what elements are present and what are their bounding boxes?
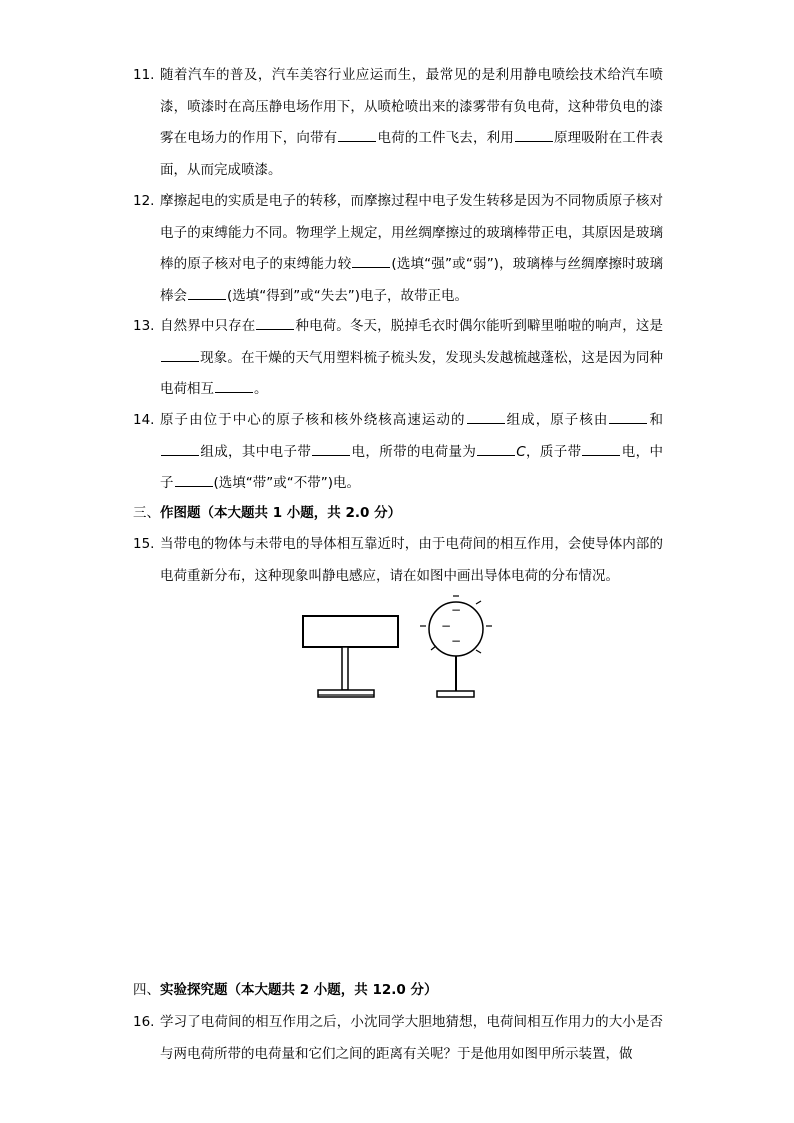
rod-pillar [342, 647, 348, 690]
question-number: 14. [133, 412, 155, 428]
answer-blank[interactable] [477, 441, 515, 456]
answer-blank[interactable] [161, 441, 199, 456]
unit-symbol: C [516, 443, 526, 460]
question-16 [133, 1007, 663, 1070]
charge-sign: − [440, 619, 452, 633]
answer-blank[interactable] [352, 253, 390, 268]
answer-blank[interactable] [312, 441, 350, 456]
answer-blank[interactable] [188, 285, 226, 300]
answer-blank[interactable] [609, 409, 647, 424]
answer-blank[interactable] [256, 315, 294, 330]
question-11 [133, 60, 663, 186]
question-13 [133, 311, 663, 406]
question-15 [133, 529, 663, 592]
question-number: 16. [133, 1014, 155, 1030]
section-heading-4: 四、实验探究题（本大题共 2 小题，共 12.0 分） [133, 982, 438, 998]
answer-blank[interactable] [582, 441, 620, 456]
electrostatic-induction-figure [300, 594, 500, 708]
conductor-base [437, 691, 474, 697]
question-text: 学习了电荷间的相互作用之后，小沈同学大胆地猜想，电荷间相互作用力的大小是否与两电荷所带的电荷量和它们之间的距离有关呢？于是他用如图甲所示装置，做 [160, 1014, 663, 1062]
charged-rod [303, 616, 398, 647]
answer-blank[interactable] [338, 127, 376, 142]
charge-sign: − [450, 603, 462, 617]
question-number: 12. [133, 193, 155, 209]
question-number: 15. [133, 536, 155, 552]
answer-blank[interactable] [515, 127, 553, 142]
question-12 [133, 186, 663, 312]
charged-rod-stand [303, 616, 398, 697]
question-number: 11. [133, 67, 155, 83]
section-heading-3: 三、作图题（本大题共 1 小题，共 2.0 分） [133, 505, 402, 521]
answer-blank[interactable] [467, 409, 505, 424]
question-14 [133, 405, 663, 500]
question-text: 摩擦起电的实质是电子的转移，而摩擦过程中电子发生转移是因为不同物质原子核对电子的束缚能力不同。物理学上规定，用丝绸摩擦过的玻璃棒带正电，其原因是玻璃棒的原子核对电子的束缚能力较 (选填“强”或“弱”)，玻璃棒与丝绸摩擦时玻璃棒会 (选填“得到”或“失去”)电子，故带正电。 [160, 193, 664, 304]
question-number: 13. [133, 318, 155, 334]
rod-base [318, 690, 374, 697]
conductor-stand [420, 596, 492, 697]
answer-blank[interactable] [175, 472, 213, 487]
charge-sign: − [450, 634, 462, 648]
answer-blank[interactable] [161, 347, 199, 362]
question-text: 当带电的物体与未带电的导体相互靠近时，由于电荷间的相互作用，会使导体内部的电荷重新分布，这种现象叫静电感应，请在如图中画出导体电荷的分布情况。 [160, 536, 663, 584]
question-text: 原子由位于中心的原子核和核外绕核高速运动的 组成，原子核由 和组成，其中电子带 电，所带的电荷量为 C，质子带 电，中子 (选填“带”或“不带”)电。 [160, 405, 663, 500]
answer-blank[interactable] [215, 378, 253, 393]
question-text: 随着汽车的普及，汽车美容行业应运而生，最常见的是利用静电喷绘技术给汽车喷漆，喷漆时在高压静电场作用下，从喷枪喷出来的漆雾带有负电荷，这种带负电的漆雾在电场力的作用下，向带有 电荷的工件飞去，利用 原理吸附在工件表面，从而完成喷漆。 [160, 67, 663, 178]
question-text: 自然界中只存在 种电荷。冬天，脱掉毛衣时偶尔能听到噼里啪啦的响声，这是现象。在干燥的天气用塑料梳子梳头发，发现头发越梳越蓬松，这是因为同种电荷相互 。 [160, 311, 663, 406]
